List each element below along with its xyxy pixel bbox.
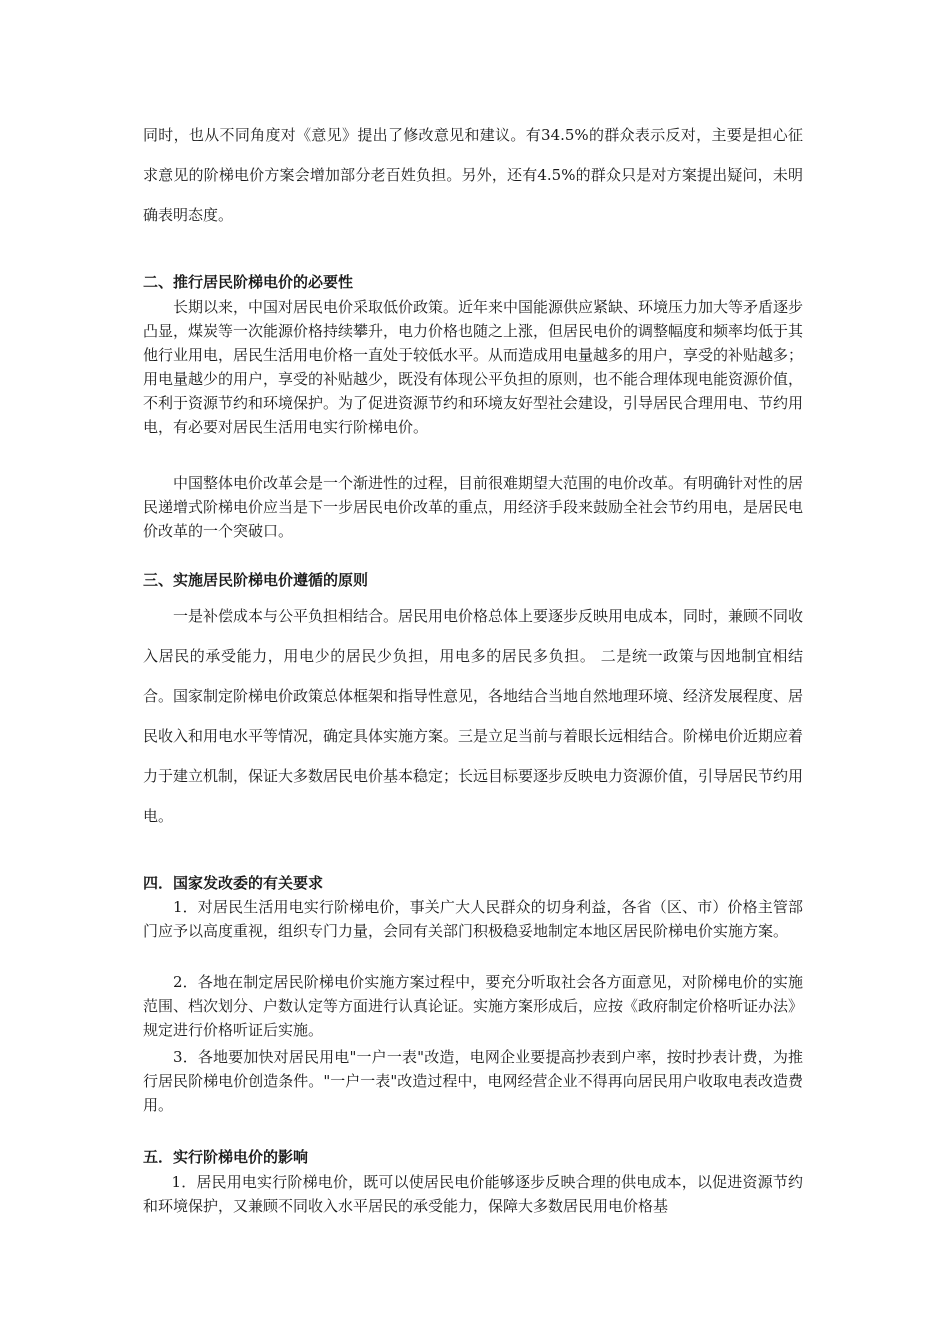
- section2-paragraph-1: 长期以来，中国对居民电价采取低价政策。近年来中国能源供应紧缺、环境压力加大等矛盾逐步凸显，煤炭等一次能源价格持续攀升，电力价格也随之上涨，但居民电价的调整幅度和频率均低于其他行业用电，居民生活用电价格一直处于较低水平。从而造成用电量越多的用户，享受的补贴越多；用电量越少的用户，享受的补贴越少，既没有体现公平负担的原则，也不能合理体现电能资源价值，不利于资源节约和环境保护。为了促进资源节约和环境友好型社会建设，引导居民合理用电、节约用电，有必要对居民生活用电实行阶梯电价。: [143, 298, 804, 436]
- section2-heading: 二、推行居民阶梯电价的必要性: [143, 273, 354, 291]
- intro-paragraph: 同时，也从不同角度对《意见》提出了修改意见和建议。有34.5%的群众表示反对，主要是担心征求意见的阶梯电价方案会增加部分老百姓负担。另外，还有4.5%的群众只是对方案提出疑问，未明确表明态度。: [143, 126, 803, 224]
- section4-item-2: 2．各地在制定居民阶梯电价实施方案过程中，要充分听取社会各方面意见，对阶梯电价的实施范围、档次划分、户数认定等方面进行认真论证。实施方案形成后，应按《政府制定价格听证办法》规定进行价格听证后实施。: [143, 973, 804, 1039]
- section4-heading: 四．国家发改委的有关要求: [143, 874, 324, 892]
- section5-heading: 五．实行阶梯电价的影响: [143, 1148, 309, 1166]
- section4-item-1: 1．对居民生活用电实行阶梯电价，事关广大人民群众的切身利益，各省（区、市）价格主管部门应予以高度重视，组织专门力量，会同有关部门积极稳妥地制定本地区居民阶梯电价实施方案。: [143, 898, 803, 940]
- section2-paragraph-2: 中国整体电价改革会是一个渐进性的过程，目前很难期望大范围的电价改革。有明确针对性的居民递增式阶梯电价应当是下一步居民电价改革的重点，用经济手段来鼓励全社会节约用电，是居民电价改革的一个突破口。: [143, 474, 804, 540]
- section5-paragraph: 1．居民用电实行阶梯电价，既可以使居民电价能够逐步反映合理的供电成本，以促进资源节约和环境保护，又兼顾不同收入水平居民的承受能力，保障大多数居民用电价格基: [143, 1173, 803, 1215]
- section3-paragraph: 一是补偿成本与公平负担相结合。居民用电价格总体上要逐步反映用电成本，同时，兼顾不同收入居民的承受能力，用电少的居民少负担，用电多的居民多负担。 二是统一政策与因地制宜相结合。国家制定阶梯电价政策总体框架和指导性意见，各地结合当地自然地理环境、经济发展程度、居民收入和用电水平等情况，确定具体实施方案。三是立足当前与着眼长远相结合。阶梯电价近期应着力于建立机制，保证大多数居民电价基本稳定；长远目标要逐步反映电力资源价值，引导居民节约用电。: [143, 607, 804, 825]
- section4-item-3: 3．各地要加快对居民用电"一户一表"改造，电网企业要提高抄表到户率，按时抄表计费，为推行居民阶梯电价创造条件。"一户一表"改造过程中，电网经营企业不得再向居民用户收取电表改造费用。: [143, 1048, 803, 1114]
- section3-heading: 三、实施居民阶梯电价遵循的原则: [143, 571, 369, 589]
